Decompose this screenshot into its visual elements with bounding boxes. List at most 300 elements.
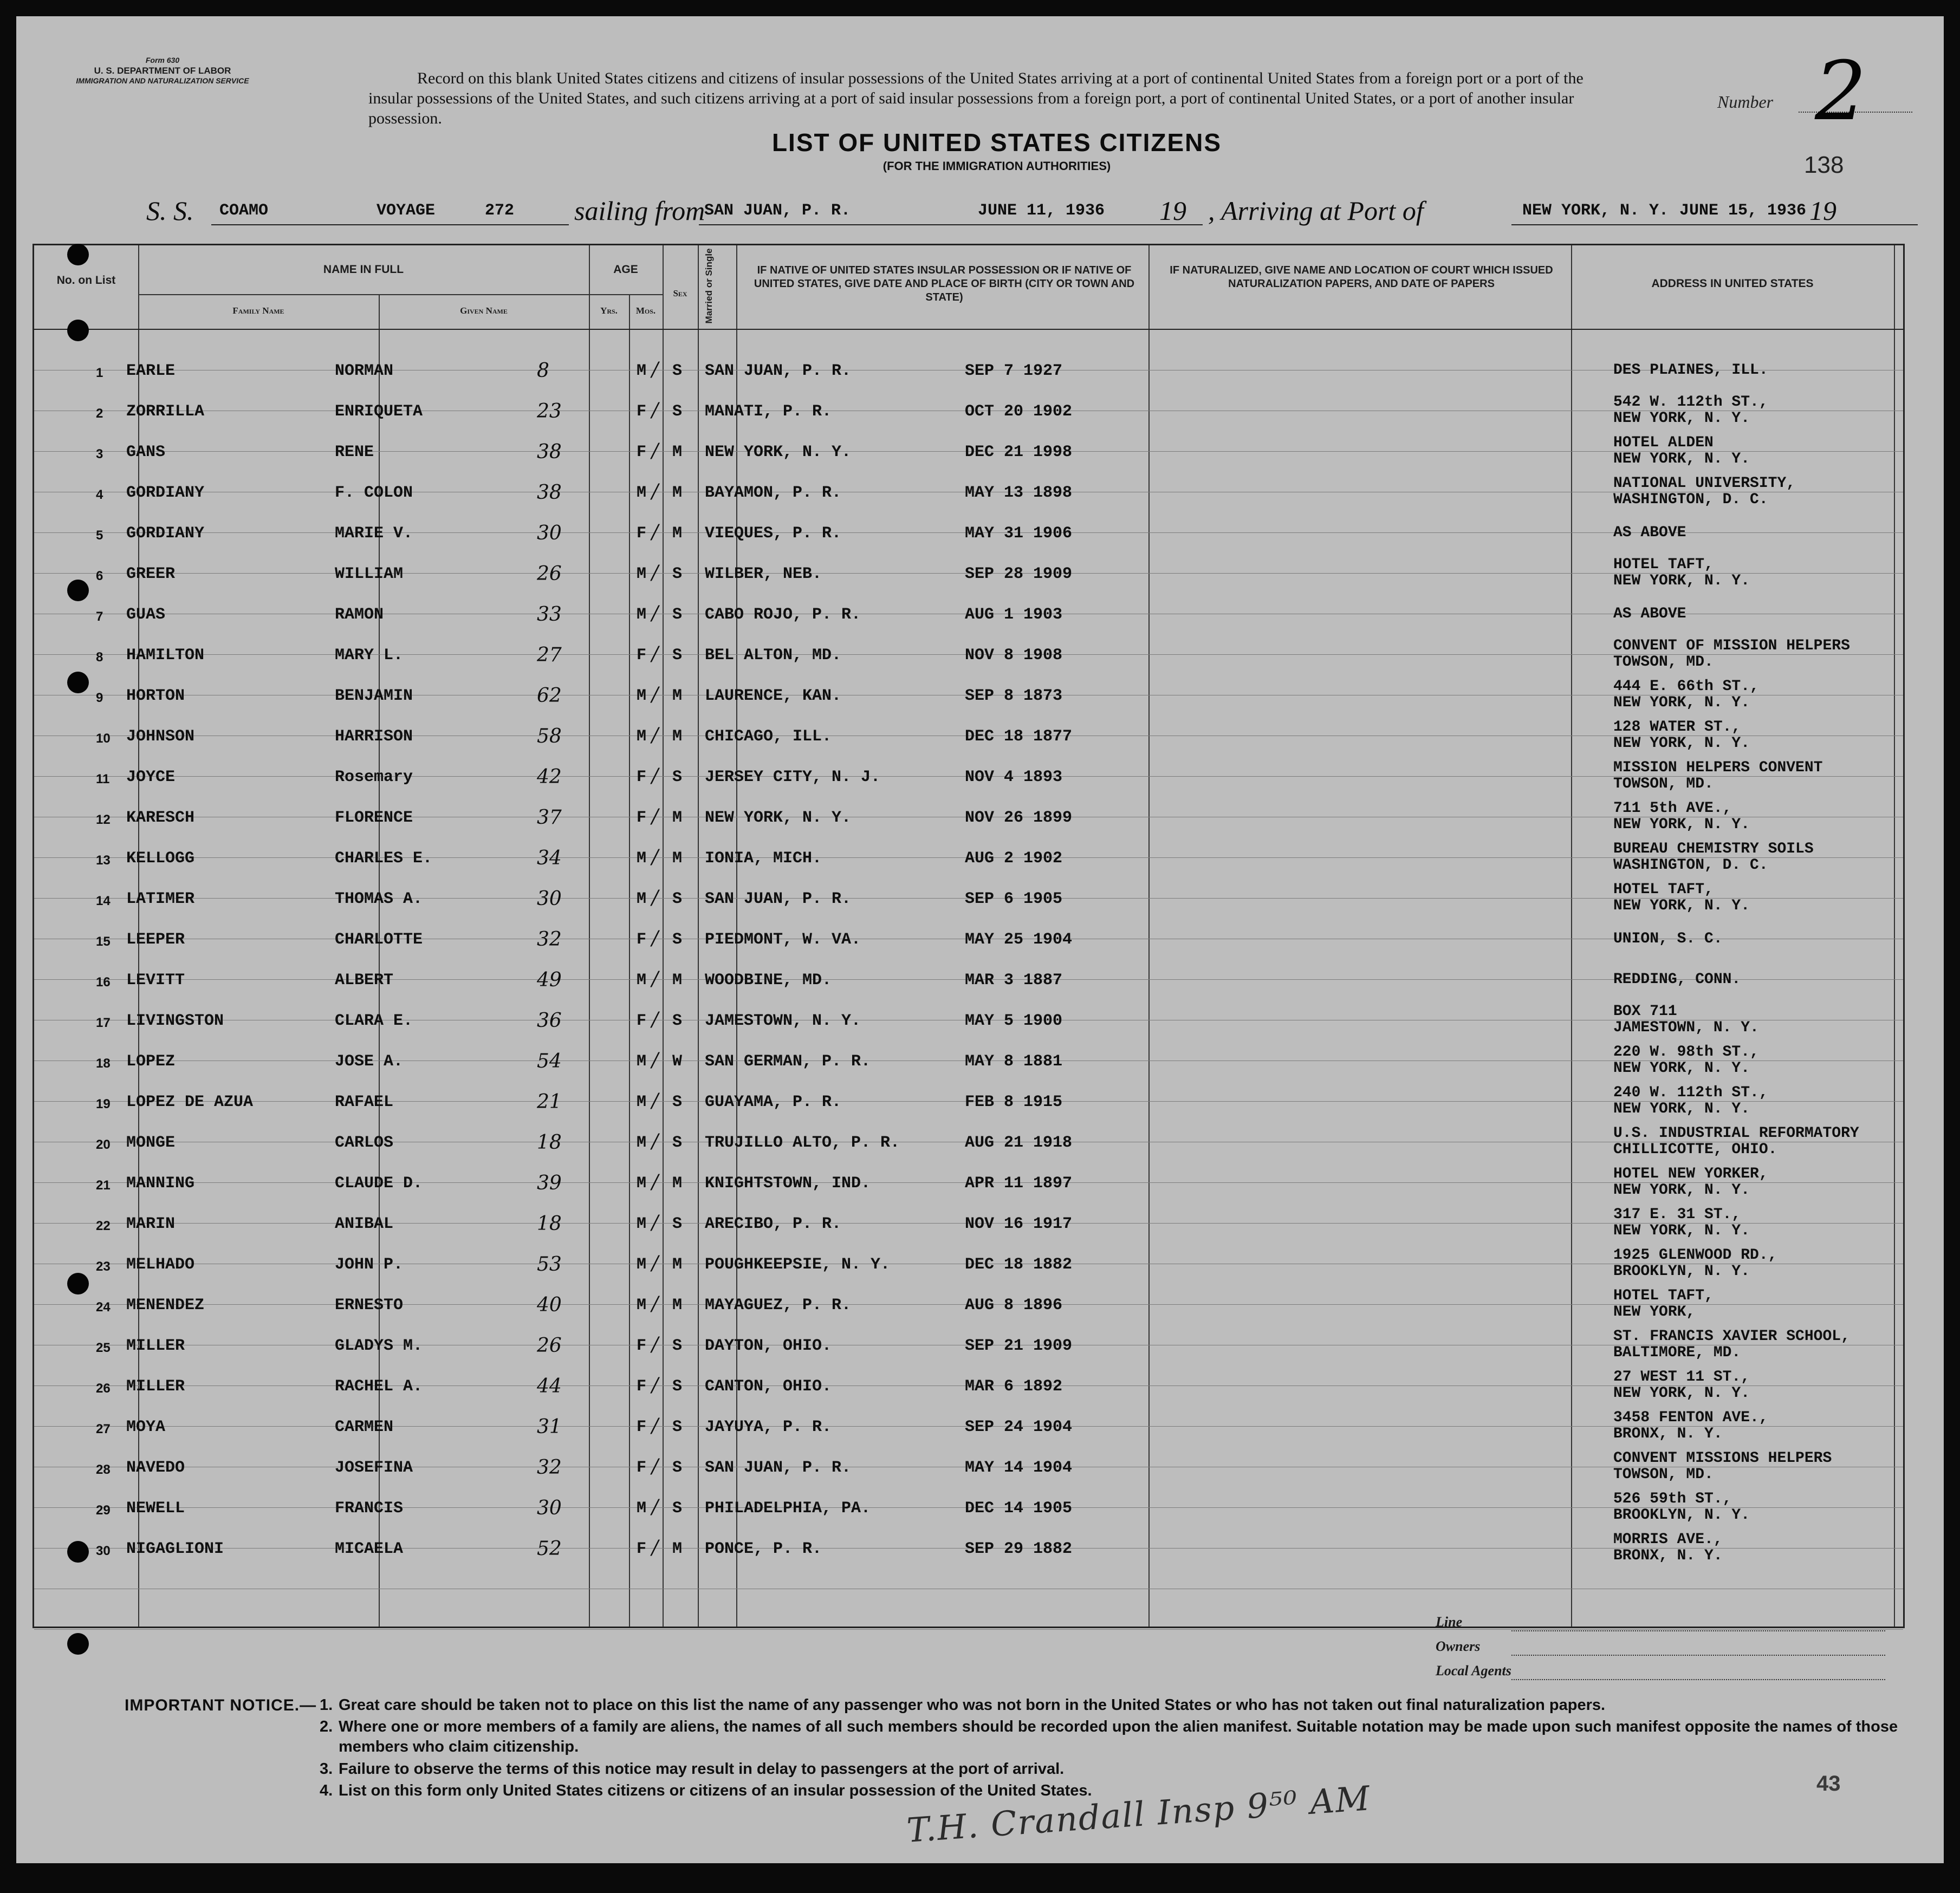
row-number: 10 [96, 731, 111, 746]
row-number: 4 [96, 487, 103, 502]
address-line-1: 1925 GLENWOOD RD., [1613, 1247, 1777, 1264]
sex: F [637, 402, 647, 421]
row-number: 7 [96, 609, 103, 624]
age-years: 34 [537, 847, 562, 869]
family-name: KELLOGG [126, 849, 195, 868]
marital-status: S [672, 1377, 683, 1396]
age-years: 32 [537, 1456, 562, 1479]
row-number: 21 [96, 1178, 111, 1193]
birth-date: AUG 21 1918 [965, 1134, 1073, 1152]
check-mark: / [652, 1415, 659, 1437]
sex: F [637, 931, 647, 949]
sex: M [637, 1174, 647, 1193]
row-number: 23 [96, 1259, 111, 1274]
address-line-1: MORRIS AVE., [1613, 1531, 1723, 1548]
col-header-age: AGE [613, 263, 638, 276]
birth-place: GUAYAMA, P. R. [705, 1093, 842, 1111]
birth-date: MAY 5 1900 [965, 1012, 1063, 1030]
given-name: FRANCIS [335, 1499, 404, 1518]
birth-date: SEP 6 1905 [965, 890, 1063, 908]
sex: F [637, 646, 647, 665]
given-name: RAMON [335, 606, 384, 624]
address-line-2: NEW YORK, N. Y. [1613, 816, 1750, 833]
check-mark: / [652, 724, 659, 746]
birth-date: SEP 8 1873 [965, 687, 1063, 705]
given-name: GLADYS M. [335, 1337, 423, 1355]
inspector-signature: T.H. Crandall Insp 9⁵⁰ AM [905, 1778, 1372, 1850]
given-name: BENJAMIN [335, 687, 413, 705]
marital-status: S [672, 362, 683, 380]
binding-hole [67, 580, 89, 601]
given-name: F. COLON [335, 484, 413, 502]
birth-date: NOV 26 1899 [965, 809, 1073, 827]
family-name: LIVINGSTON [126, 1012, 224, 1030]
age-years: 33 [537, 603, 562, 626]
check-mark: / [652, 1212, 659, 1234]
birth-place: WOODBINE, MD. [705, 971, 832, 990]
birth-place: PHILADELPHIA, PA. [705, 1499, 871, 1518]
sex: M [637, 849, 647, 868]
birth-date: MAY 14 1904 [965, 1459, 1073, 1477]
address-line-1: 27 WEST 11 ST., [1613, 1369, 1750, 1385]
address-line-2: NEW YORK, N. Y. [1613, 1060, 1750, 1077]
sex: F [637, 1337, 647, 1355]
col-header-sex: Sex [673, 288, 687, 298]
sex: F [637, 1540, 647, 1558]
birth-place: MAYAGUEZ, P. R. [705, 1296, 852, 1315]
page-stamp: 43 [1816, 1772, 1841, 1796]
form-identifier [38, 55, 287, 86]
age-years: 31 [537, 1416, 562, 1438]
check-mark: / [652, 1374, 659, 1396]
birth-place: SAN GERMAN, P. R. [705, 1052, 871, 1071]
family-name: LOPEZ [126, 1052, 176, 1071]
sex: F [637, 524, 647, 543]
age-years: 49 [537, 969, 562, 991]
family-name: GUAS [126, 606, 166, 624]
address-line-2: BROOKLYN, N. Y. [1613, 1507, 1750, 1524]
address-line-1: 317 E. 31 ST., [1613, 1206, 1741, 1223]
family-name: LOPEZ DE AZUA [126, 1093, 254, 1111]
sex: F [637, 809, 647, 827]
col-header-given: Given Name [460, 305, 508, 316]
row-number: 1 [96, 366, 103, 380]
row-number: 12 [96, 812, 111, 827]
birth-place: POUGHKEEPSIE, N. Y. [705, 1256, 891, 1274]
age-years: 44 [537, 1375, 562, 1397]
ship-name: COAMO [219, 201, 269, 220]
birth-date: NOV 4 1893 [965, 768, 1063, 786]
row-number: 5 [96, 528, 103, 543]
marital-status: S [672, 565, 683, 583]
age-years: 8 [537, 360, 549, 382]
sex: F [637, 1418, 647, 1436]
birth-date: SEP 24 1904 [965, 1418, 1073, 1436]
form-preamble: Record on this blank United States citizens and citizens of insular possessions of the United States arriving at a port of continental United States from a foreign port or a port of the insular possessions of the United States, and such citizens arriving at a port of said insular possessions from a foreign port, a port of continental United States, or a port of another insular possession. [368, 69, 1583, 127]
birth-place: DAYTON, OHIO. [705, 1337, 832, 1355]
given-name: ALBERT [335, 971, 394, 990]
age-years: 18 [537, 1213, 562, 1235]
marital-status: S [672, 1215, 683, 1233]
birth-date: DEC 18 1882 [965, 1256, 1073, 1274]
birth-place: KNIGHTSTOWN, IND. [705, 1174, 871, 1193]
birth-place: LAURENCE, KAN. [705, 687, 842, 705]
notice-item: Great care should be taken not to place on this list the name of any passenger who was not born in the United States or who has not taken out final naturalization papers. [339, 1696, 1606, 1714]
family-name: LATIMER [126, 890, 195, 908]
given-name: CARMEN [335, 1418, 394, 1436]
family-name: MILLER [126, 1377, 185, 1396]
birth-place: TRUJILLO ALTO, P. R. [705, 1134, 900, 1152]
check-mark: / [652, 562, 659, 584]
address-line-1: BOX 711 [1613, 1003, 1677, 1020]
check-mark: / [652, 480, 659, 503]
birth-place: WILBER, NEB. [705, 565, 822, 583]
row-number: 11 [96, 772, 110, 786]
age-years: 27 [537, 644, 562, 666]
given-name: CHARLOTTE [335, 931, 423, 949]
sex: M [637, 1256, 647, 1274]
given-name: FLORENCE [335, 809, 413, 827]
address-line-2: NEW YORK, N. Y. [1613, 451, 1750, 467]
marital-status: S [672, 890, 683, 908]
family-name: GORDIANY [126, 524, 205, 543]
marital-status: S [672, 1337, 683, 1355]
row-number: 19 [96, 1097, 111, 1111]
marital-status: S [672, 1012, 683, 1030]
age-years: 42 [537, 766, 562, 788]
given-name: CLARA E. [335, 1012, 413, 1030]
check-mark: / [652, 1049, 659, 1071]
address-line-1: HOTEL NEW YORKER, [1613, 1166, 1768, 1182]
birth-place: PIEDMONT, W. VA. [705, 931, 861, 949]
address-line-2: TOWSON, MD. [1613, 1466, 1714, 1483]
check-mark: / [652, 846, 659, 868]
family-name: NAVEDO [126, 1459, 185, 1477]
address-line-1: 526 59th ST., [1613, 1491, 1732, 1507]
sex: M [637, 687, 647, 705]
row-number: 20 [96, 1137, 111, 1152]
marital-status: M [672, 971, 683, 990]
voyage-number: 272 [485, 201, 515, 220]
notice-item: Failure to observe the terms of this notice may result in delay to passengers at the port of arrival. [339, 1760, 1065, 1778]
address-line-1: AS ABOVE [1613, 606, 1686, 622]
birth-date: AUG 8 1896 [965, 1296, 1063, 1315]
family-name: GORDIANY [126, 484, 205, 502]
age-years: 40 [537, 1294, 562, 1316]
sex: F [637, 1377, 647, 1396]
given-name: WILLIAM [335, 565, 404, 583]
birth-date: AUG 1 1903 [965, 606, 1063, 624]
age-years: 21 [537, 1091, 562, 1113]
given-name: RENE [335, 443, 374, 461]
row-number: 15 [96, 934, 111, 949]
birth-date: OCT 20 1902 [965, 402, 1073, 421]
address-line-2: WASHINGTON, D. C. [1613, 857, 1768, 874]
row-number: 27 [96, 1422, 111, 1436]
birth-date: APR 11 1897 [965, 1174, 1073, 1193]
birth-place: CANTON, OHIO. [705, 1377, 832, 1396]
marital-status: M [672, 443, 683, 461]
birth-place: BEL ALTON, MD. [705, 646, 842, 665]
address-line-1: CONVENT MISSIONS HELPERS [1613, 1450, 1832, 1467]
age-years: 58 [537, 725, 562, 747]
address-line-1: HOTEL TAFT, [1613, 556, 1714, 573]
address-line-2: NEW YORK, N. Y. [1613, 897, 1750, 914]
check-mark: / [652, 968, 659, 990]
age-years: 23 [537, 400, 562, 422]
age-years: 52 [537, 1538, 562, 1560]
birth-date: NOV 16 1917 [965, 1215, 1073, 1233]
address-line-1: 128 WATER ST., [1613, 719, 1741, 736]
birth-place: VIEQUES, P. R. [705, 524, 842, 543]
given-name: JOSEFINA [335, 1459, 413, 1477]
col-header-mos: Mos. [635, 305, 656, 316]
given-name: ANIBAL [335, 1215, 394, 1233]
given-name: MARY L. [335, 646, 404, 665]
address-line-2: NEW YORK, N. Y. [1613, 1385, 1750, 1402]
family-name: HORTON [126, 687, 185, 705]
sex: M [637, 971, 647, 990]
birth-place: BAYAMON, P. R. [705, 484, 842, 502]
family-name: LEVITT [126, 971, 185, 990]
family-name: LEEPER [126, 931, 185, 949]
marital-status: S [672, 1134, 683, 1152]
departure-port: SAN JUAN, P. R. [704, 201, 851, 220]
given-name: CLAUDE D. [335, 1174, 423, 1193]
given-name: CHARLES E. [335, 849, 433, 868]
given-name: ENRIQUETA [335, 402, 423, 421]
age-years: 37 [537, 806, 562, 829]
voyage-label: VOYAGE [377, 201, 436, 220]
check-mark: / [652, 440, 659, 462]
row-number: 24 [96, 1300, 111, 1315]
age-years: 62 [537, 685, 562, 707]
address-line-2: BRONX, N. Y. [1613, 1426, 1723, 1442]
address-line-2: NEW YORK, N. Y. [1613, 573, 1750, 589]
col-header-birth: IF NATIVE OF UNITED STATES INSULAR POSSESSION OR IF NATIVE OF UNITED STATES, GIVE DATE AND PLACE OF BIRTH (CITY OR TOWN AND STATE) [754, 264, 1135, 303]
address-line-2: JAMESTOWN, N. Y. [1613, 1019, 1759, 1036]
address-line-2: TOWSON, MD. [1613, 776, 1714, 792]
local-agents-label: Local Agents [1436, 1663, 1511, 1679]
check-mark: / [652, 765, 659, 787]
marital-status: S [672, 646, 683, 665]
row-number: 30 [96, 1544, 111, 1558]
address-line-1: HOTEL ALDEN [1613, 434, 1714, 451]
row-number: 6 [96, 569, 103, 583]
given-name: JOSE A. [335, 1052, 404, 1071]
notice-item: List on this form only United States citizens or citizens of an insular possession of the United States. [339, 1782, 1092, 1799]
binding-hole [67, 672, 89, 693]
birth-date: DEC 21 1998 [965, 443, 1073, 461]
service-name: IMMIGRATION AND NATURALIZATION SERVICE [76, 76, 249, 85]
age-years: 30 [537, 888, 562, 910]
row-number: 18 [96, 1056, 111, 1071]
owners-label: Owners [1436, 1638, 1481, 1654]
age-years: 18 [537, 1131, 562, 1154]
sex: F [637, 768, 647, 786]
birth-date: DEC 14 1905 [965, 1499, 1073, 1518]
given-name: RACHEL A. [335, 1377, 423, 1396]
binding-hole [67, 244, 89, 265]
family-name: MANNING [126, 1174, 195, 1193]
binding-hole [67, 320, 89, 341]
address-line-1: REDDING, CONN. [1613, 971, 1741, 988]
given-name: Rosemary [335, 768, 413, 786]
given-name: MARIE V. [335, 524, 413, 543]
birth-place: PONCE, P. R. [705, 1540, 822, 1558]
address-line-2: NEW YORK, N. Y. [1613, 735, 1750, 752]
address-line-1: 444 E. 66th ST., [1613, 678, 1759, 695]
marital-status: M [672, 524, 683, 543]
address-line-2: NEW YORK, N. Y. [1613, 1222, 1750, 1239]
check-mark: / [652, 1090, 659, 1112]
birth-date: NOV 8 1908 [965, 646, 1063, 665]
birth-place: JERSEY CITY, N. J. [705, 768, 881, 786]
marital-status: W [672, 1052, 683, 1071]
family-name: MENENDEZ [126, 1296, 205, 1315]
address-line-2: CHILLICOTTE, OHIO. [1613, 1141, 1777, 1158]
address-line-2: BALTIMORE, MD. [1613, 1344, 1741, 1361]
address-line-2: NEW YORK, N. Y. [1613, 1182, 1750, 1199]
year-label-1: 19 [1159, 196, 1186, 226]
age-years: 26 [537, 1335, 562, 1357]
marital-status: S [672, 1093, 683, 1111]
family-name: MILLER [126, 1337, 185, 1355]
family-name: HAMILTON [126, 646, 205, 665]
department-name: U. S. DEPARTMENT OF LABOR [94, 66, 231, 76]
given-name: THOMAS A. [335, 890, 423, 908]
marital-status: M [672, 849, 683, 868]
sex: M [637, 362, 647, 380]
marital-status: M [672, 809, 683, 827]
check-mark: / [652, 1171, 659, 1193]
col-header-naturalized: IF NATURALIZED, GIVE NAME AND LOCATION OF COURT WHICH ISSUED NATURALIZATION PAPERS, AND DATE OF PAPERS [1170, 264, 1553, 290]
age-years: 38 [537, 482, 562, 504]
row-number: 28 [96, 1462, 111, 1477]
birth-place: SAN JUAN, P. R. [705, 890, 852, 908]
marital-status: M [672, 687, 683, 705]
sex: M [637, 484, 647, 502]
sex: M [637, 606, 647, 624]
birth-place: CHICAGO, ILL. [705, 727, 832, 746]
given-name: RAFAEL [335, 1093, 394, 1111]
marital-status: S [672, 1459, 683, 1477]
col-header-family: Family Name [232, 305, 284, 316]
family-name: MELHADO [126, 1256, 195, 1274]
marital-status: M [672, 727, 683, 746]
check-mark: / [652, 1537, 659, 1559]
form-number: Form 630 [145, 56, 180, 64]
address-line-2: NEW YORK, [1613, 1304, 1696, 1320]
birth-date: MAR 6 1892 [965, 1377, 1063, 1396]
marital-status: S [672, 1418, 683, 1436]
year-label-2: 19 [1809, 196, 1836, 226]
birth-date: MAR 3 1887 [965, 971, 1063, 990]
address-line-1: 711 5th AVE., [1613, 800, 1732, 817]
row-number: 16 [96, 975, 111, 990]
birth-date: FEB 8 1915 [965, 1093, 1063, 1111]
age-years: 26 [537, 563, 562, 585]
address-line-2: BRONX, N. Y. [1613, 1547, 1723, 1564]
voyage-line [16, 195, 1944, 227]
row-number: 25 [96, 1341, 111, 1355]
sex: M [637, 1499, 647, 1518]
list-number: 2 [1815, 44, 1867, 139]
col-header-married: Married or Single [704, 248, 714, 324]
sex: M [637, 1052, 647, 1071]
sex: M [637, 1215, 647, 1233]
check-mark: / [652, 1293, 659, 1315]
address-line-1: UNION, S. C. [1613, 931, 1723, 947]
age-years: 30 [537, 522, 562, 544]
family-name: JOYCE [126, 768, 176, 786]
page-number: 138 [1804, 152, 1844, 178]
sex: F [637, 1012, 647, 1030]
address-line-2: BROOKLYN, N. Y. [1613, 1263, 1750, 1280]
address-line-2: NEW YORK, N. Y. [1613, 694, 1750, 711]
birth-date: MAY 25 1904 [965, 931, 1073, 949]
age-years: 30 [537, 1497, 562, 1519]
marital-status: M [672, 1296, 683, 1315]
family-name: EARLE [126, 362, 176, 380]
ss-label: S. S. [146, 196, 194, 226]
col-header-address: ADDRESS IN UNITED STATES [1651, 277, 1814, 290]
row-number: 29 [96, 1503, 111, 1518]
marital-status: M [672, 484, 683, 502]
address-line-1: 542 W. 112th ST., [1613, 394, 1768, 411]
check-mark: / [652, 1455, 659, 1478]
birth-date: MAY 13 1898 [965, 484, 1073, 502]
marital-status: S [672, 768, 683, 786]
check-mark: / [652, 1009, 659, 1031]
check-mark: / [652, 1252, 659, 1274]
binding-hole [67, 1541, 89, 1563]
arriving-label: , Arriving at Port of [1208, 196, 1424, 226]
row-number: 8 [96, 650, 103, 665]
address-line-1: CONVENT OF MISSION HELPERS [1613, 637, 1850, 654]
given-name: CARLOS [335, 1134, 394, 1152]
marital-status: M [672, 1256, 683, 1274]
marital-status: S [672, 931, 683, 949]
address-line-1: DES PLAINES, ILL. [1613, 362, 1768, 379]
family-name: MARIN [126, 1215, 176, 1233]
age-years: 53 [537, 1253, 562, 1276]
given-name: NORMAN [335, 362, 394, 380]
address-line-1: BUREAU CHEMISTRY SOILS [1613, 841, 1814, 857]
arrival-port: NEW YORK, N. Y. [1522, 201, 1669, 220]
number-label: Number [1717, 92, 1774, 112]
address-line-1: HOTEL TAFT, [1613, 881, 1714, 898]
row-number: 9 [96, 691, 103, 705]
notice-item: Where one or more members of a family are aliens, the names of all such members should be recorded upon the alien manifest. Suitable notation may be made upon such manifest opposite the names of those members who claim citizenship. [339, 1718, 1898, 1755]
sex: F [637, 443, 647, 461]
row-number: 26 [96, 1381, 111, 1396]
manifest-page: Form 630 U. S. DEPARTMENT OF LABOR IMMIGRATION AND NATURALIZATION SERVICE Record on this blank United States citizens and citizens of insular possessions of the United States arriving at a port of continental United States from a foreign port or a port of the insular possessions of the United States, and such citizens arriving at a port of said insular possessions from a foreign port, a port of continental United States, or a port of another insular possession. Number 2 LIST OF UNITED STATES CITIZENS (FOR THE IMMIGRATION AUTHORITIES) 138 S. S. COAMO VOYAGE 272 sailing from SAN JUAN, P. R. JUNE 11, 1936 19 , Arriving at Port of NEW YORK, N. Y. JUNE 15, 1936 19 No. on List NAME IN FULL Family Name Given Name AGE Yrs. Mos. Sex Married or Single IF NATIVE OF UNITED STATES INSULAR POSSESSION OR IF NATIVE OF UNITED STATES, GIVE DATE AND PLACE OF BIRTH (CITY OR TOWN AND STATE) IF NATURALIZED, GIVE NAME AND LOCATION OF COURT WHICH ISSUED NATURALIZATION PAPERS, AND DATE OF PAPERS ADDRESS IN UNITED STATES 1 EARLE NORMAN 8 M S SAN JUAN, P. R. SEP 7 1927 / DES PLAINES, ILL. 2 ZORRILLA ENRIQUETA 23 F S MANATI, P. R. OCT 20 1902 / 542 W. 112th ST., NEW YORK, N. Y. 3 GANS RENE 38 F M NEW YORK, N. Y. DEC 21 1998 / HOTEL ALDEN NEW YORK, N. Y. 4 GORDIANY F. COLON 38 M M BAYAMON, P. R. MAY 13 1898 / NATIONAL UNIVERSITY, WASHINGTON, D. C. 5 GORDIANY MARIE V. 30 F M VIEQUES, P. R. MAY 31 1906 / AS ABOVE 6 GREER WILLIAM 26 M S WILBER, NEB. SEP 28 1909 / HOTEL TAFT, NEW YORK, N. Y. 7 GUAS RAMON 33 M S CABO ROJO, P. R. AUG 1 1903 / AS ABOVE 8 HAMILTON MARY L. 27 F S BEL ALTON, MD. NOV 8 1908 / CONVENT OF MISSION HELPERS TOWSON, MD. 9 HORTON BENJAMIN 62 M M LAURENCE, KAN. SEP 8 1873 / 444 E. 66th ST., NEW YORK, N. Y. 10 JOHNSON HARRISON 58 M M CHICAGO, ILL. DEC 18 1877 / 128 WATER ST., NEW YORK, N. Y. 11 JOYCE Rosemary 42 F S JERSEY CITY, N. J. NOV 4 1893 / MISSION HELPERS CONVENT TOWSON, MD. 12 KARESCH FLORENCE 37 F M NEW YORK, N. Y. NOV 26 1899 / 711 5th AVE., NEW YORK, N. Y. 13 KELLOGG CHARLES E. 34 M M IONIA, MICH. AUG 2 1902 / BUREAU CHEMISTRY SOILS WASHINGTON, D. C. 14 LATIMER THOMAS A. 30 M S SAN JUAN, P. R. SEP 6 1905 / HOTEL TAFT, NEW YORK, N. Y. 15 LEEPER CHARLOTTE 32 F S PIEDMONT, W. VA. MAY 25 1904 / UNION, S. C. 16 LEVITT ALBERT 49 M M WOODBINE, MD. MAR 3 1887 / REDDING, CONN. 17 LIVINGSTON CLARA E. 36 F S JAMESTOWN, N. Y. MAY 5 1900 / BOX 711 JAMESTOWN, N. Y. 18 LOPEZ JOSE A. 54 M W SAN GERMAN, P. R. MAY 8 1881 / 220 W. 98th ST., NEW YORK, N. Y. 19 LOPEZ DE AZUA RAFAEL 21 M S GUAYAMA, P. R. FEB 8 1915 / 240 W. 112th ST., NEW YORK, N. Y. 20 MONGE CARLOS 18 M S TRUJILLO ALTO, P. R. AUG 21 1918 / U.S. INDUSTRIAL REFORMATORY CHILLICOTTE, OHIO. 21 MANNING CLAUDE D. 39 M M KNIGHTSTOWN, IND. APR 11 1897 / HOTEL NEW YORKER, NEW YORK, N. Y. 22 MARIN ANIBAL 18 M S ARECIBO, P. R. NOV 16 1917 / 317 E. 31 ST., NEW YORK, N. Y. 23 MELHADO JOHN P. 53 M M POUGHKEEPSIE, N. Y. DEC 18 1882 / 1925 GLENWOOD RD., BROOKLYN, N. Y. 24 MENENDEZ ERNESTO 40 M M MAYAGUEZ, P. R. AUG 8 1896 / HOTEL TAFT, NEW YORK, 25 MILLER GLADYS M. 26 F S DAYTON, OHIO. SEP 21 1909 / ST. FRANCIS XAVIER SCHOOL, BALTIMORE, MD. 26 MILLER RACHEL A. 44 F S CANTON, OHIO. MAR 6 1892 / 27 WEST 11 ST., NEW YORK, N. Y. 27 MOYA CARMEN 31 F S JAYUYA, P. R. SEP 24 1904 / 3458 FENTON AVE., BRONX, N. Y. 28 NAVEDO JOSEFINA 32 F S SAN JUAN, P. R. MAY 14 1904 / CONVENT MISSIONS HELPERS TOWSON, MD. 29 NEWELL FRANCIS 30 M S PHILADELPHIA, PA. DEC 14 1905 / 526 59th ST., BROOKLYN, N. Y. 30 NIGAGLIONI MICAELA 52 F M PONCE, P. R. SEP 29 1882 / MORRIS AVE., BRONX, N. Y. T.H. Crandall Insp 9⁵⁰ AM 43 Line Owners Local Agents IMPORTANT NOTICE.— 1. Great care should be taken not to place on this list the name of any passenger who was not born in the United States or who has not taken out final naturalization papers. 2. Where one or more members of a family are aliens, the names of all such members should be recorded upon the alien manifest. Suitable notation may be made upon such manifest opposite the names of those members who claim citizenship. 3. Failure to observe the terms of this notice may result in delay to passengers at the port of arrival. 4. List on this form only United States citizens or citizens of an insular possession of the United States. [16, 16, 1944, 1863]
birth-date: SEP 29 1882 [965, 1540, 1073, 1558]
line-label: Line [1436, 1614, 1463, 1630]
age-years: 54 [537, 1050, 562, 1072]
row-number: 17 [96, 1016, 111, 1030]
family-name: JOHNSON [126, 727, 195, 746]
binding-hole [67, 1273, 89, 1294]
check-mark: / [652, 684, 659, 706]
sex: M [637, 890, 647, 908]
page-title: LIST OF UNITED STATES CITIZENS [771, 128, 1222, 157]
birth-place: SAN JUAN, P. R. [705, 362, 852, 380]
row-number: 14 [96, 894, 111, 908]
address-line-2: WASHINGTON, D. C. [1613, 491, 1768, 508]
family-name: MOYA [126, 1418, 166, 1436]
